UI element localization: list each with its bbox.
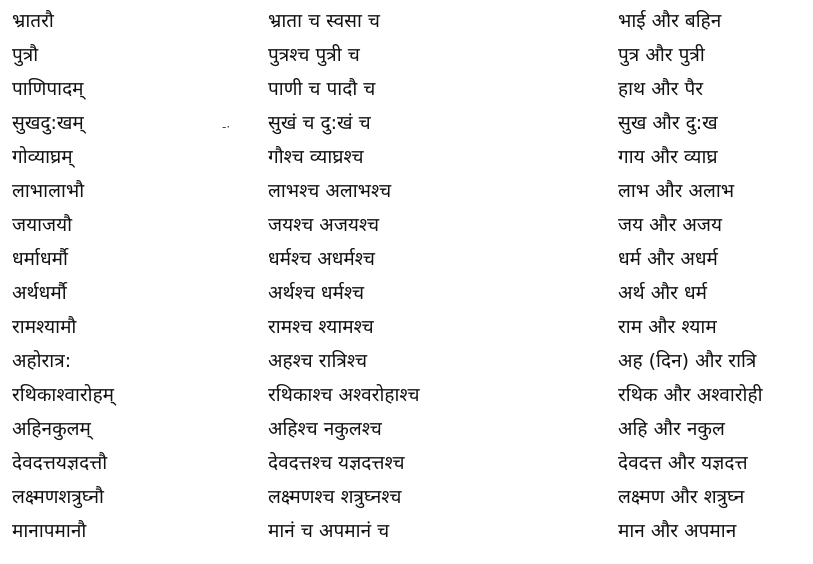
samasa-word: पुत्रौ bbox=[12, 44, 39, 66]
table-row bbox=[0, 412, 813, 446]
table-row bbox=[0, 378, 813, 412]
hindi-meaning: धर्म और अधर्म bbox=[618, 248, 718, 270]
table-row bbox=[0, 242, 813, 276]
scan-speck: -· bbox=[222, 120, 231, 134]
hindi-meaning: लाभ और अलाभ bbox=[618, 180, 735, 202]
hindi-meaning: जय और अजय bbox=[618, 214, 723, 236]
vigraha-text: अहश्च रात्रिश्च bbox=[268, 350, 368, 372]
table-row bbox=[0, 446, 813, 480]
samasa-word: पाणिपादम् bbox=[12, 78, 84, 100]
samasa-word: सुखदु:खम् bbox=[12, 112, 84, 134]
table-row bbox=[0, 174, 813, 208]
samasa-word: जयाजयौ bbox=[12, 214, 73, 236]
hindi-meaning: देवदत्त और यज्ञदत्त bbox=[618, 452, 748, 474]
samasa-word: धर्माधर्मौ bbox=[12, 248, 68, 270]
samasa-word: लक्ष्मणशत्रुघ्नौ bbox=[12, 486, 104, 508]
vigraha-text: लाभश्च अलाभश्च bbox=[268, 180, 392, 202]
samasa-word: मानापमानौ bbox=[12, 520, 87, 542]
vigraha-text: देवदत्तश्च यज्ञदत्तश्च bbox=[268, 452, 405, 474]
hindi-meaning: राम और श्याम bbox=[618, 316, 717, 338]
table-row bbox=[0, 514, 813, 548]
table-row bbox=[0, 38, 813, 72]
vigraha-text: अहिश्च नकुलश्च bbox=[268, 418, 382, 440]
samasa-word: रथिकाश्वारोहम् bbox=[12, 384, 115, 406]
vigraha-text: पाणी च पादौ च bbox=[268, 78, 376, 100]
vigraha-text: गौश्च व्याघ्रश्च bbox=[268, 146, 364, 168]
vigraha-text: धर्मश्च अधर्मश्च bbox=[268, 248, 375, 270]
samasa-word: अहोरात्र: bbox=[12, 350, 72, 372]
samasa-word: भ्रातरौ bbox=[12, 10, 54, 32]
hindi-meaning: मान और अपमान bbox=[618, 520, 737, 542]
table-row bbox=[0, 106, 813, 140]
hindi-meaning: लक्ष्मण और शत्रुघ्न bbox=[618, 486, 745, 508]
vigraha-text: अर्थश्च धर्मश्च bbox=[268, 282, 365, 304]
hindi-meaning: गाय और व्याघ्र bbox=[618, 146, 718, 168]
hindi-meaning: भाई और बहिन bbox=[618, 10, 722, 32]
vigraha-text: मानं च अपमानं च bbox=[268, 520, 390, 542]
hindi-meaning: अहि और नकुल bbox=[618, 418, 725, 440]
hindi-meaning: सुख और दु:ख bbox=[618, 112, 718, 134]
hindi-meaning: रथिक और अश्वारोही bbox=[618, 384, 763, 406]
hindi-meaning: अर्थ और धर्म bbox=[618, 282, 707, 304]
table-row bbox=[0, 208, 813, 242]
samasa-word: गोव्याघ्रम् bbox=[12, 146, 73, 168]
table-row bbox=[0, 4, 813, 38]
samasa-word: लाभालाभौ bbox=[12, 180, 85, 202]
table-row bbox=[0, 344, 813, 378]
vigraha-text: पुत्रश्च पुत्री च bbox=[268, 44, 360, 66]
table-row bbox=[0, 72, 813, 106]
samasa-word: देवदत्तयज्ञदत्तौ bbox=[12, 452, 108, 474]
table-row bbox=[0, 140, 813, 174]
samasa-word: रामश्यामौ bbox=[12, 316, 77, 338]
samasa-word: अर्थधर्मौ bbox=[12, 282, 67, 304]
vigraha-text: भ्राता च स्वसा च bbox=[268, 10, 380, 32]
hindi-meaning: अह (दिन) और रात्रि bbox=[618, 350, 757, 372]
hindi-meaning: हाथ और पैर bbox=[618, 78, 704, 100]
table-row bbox=[0, 310, 813, 344]
vigraha-text: सुखं च दु:खं च bbox=[268, 112, 371, 134]
vigraha-text: जयश्च अजयश्च bbox=[268, 214, 380, 236]
table-row bbox=[0, 276, 813, 310]
vigraha-text: रथिकाश्च अश्वरोहाश्च bbox=[268, 384, 420, 406]
vigraha-text: रामश्च श्यामश्च bbox=[268, 316, 374, 338]
hindi-meaning: पुत्र और पुत्री bbox=[618, 44, 705, 66]
table-row bbox=[0, 480, 813, 514]
vigraha-text: लक्ष्मणश्च शत्रुघ्नश्च bbox=[268, 486, 402, 508]
samasa-word: अहिनकुलम् bbox=[12, 418, 91, 440]
